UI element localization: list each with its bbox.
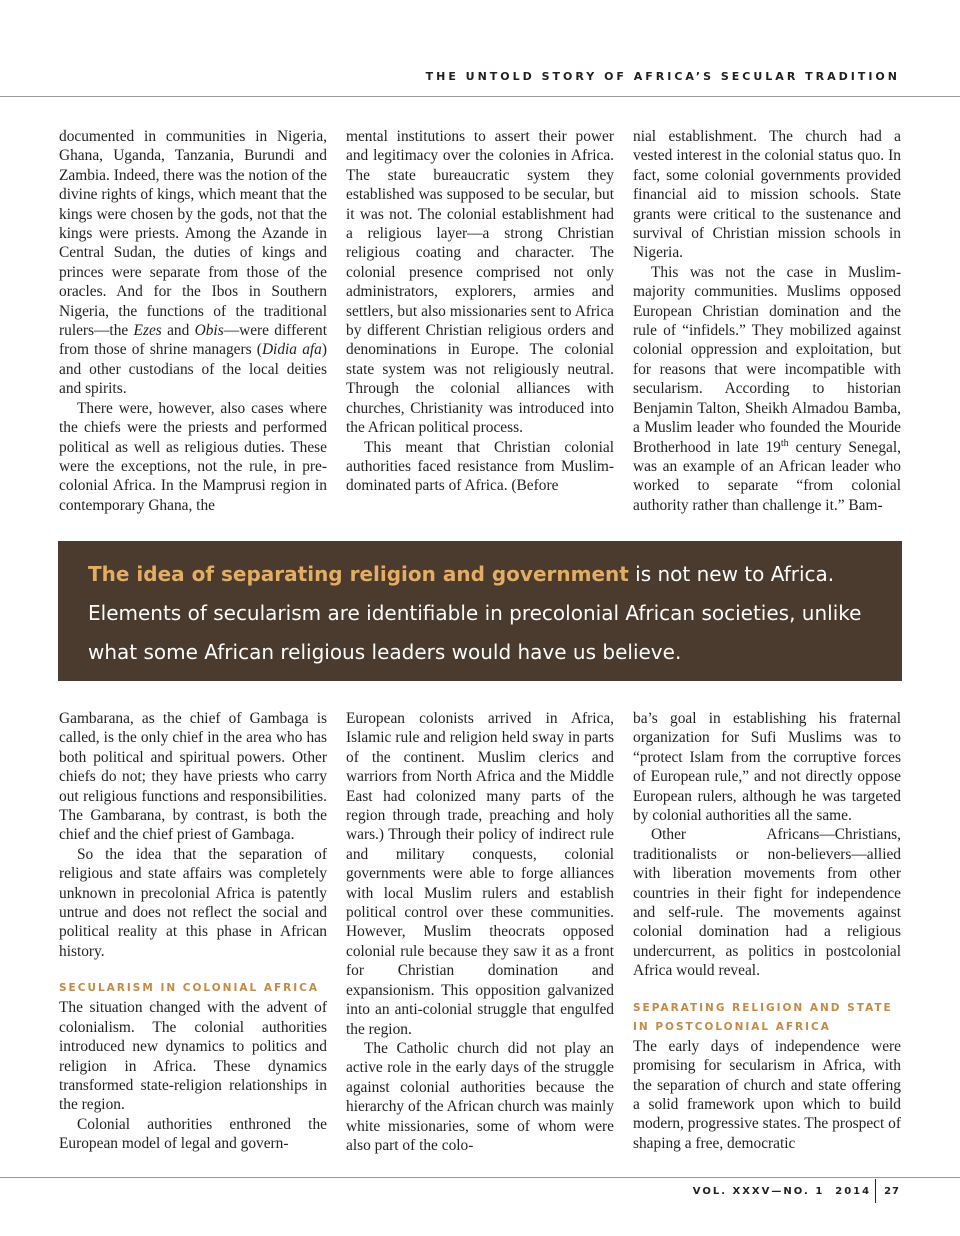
paragraph: European colonists arrived in Africa, Islamic rule and religion held sway in parts of the continent. Muslim clerics and warriors from North Africa and the Middle East had colonized many parts of the region through trade, preaching and holy wars.) Through their policy of indirect rule and military conquests, colonial governments were able to forge alliances with local Muslim rulers and establish political control over these communities. However, Muslim theocrats opposed colonial rule because they saw it as a front for Christian domination and expansionism. This opposition galvanized into an anti-colonial struggle that engulfed the region. xyxy=(346,710,614,1038)
paragraph xyxy=(59,127,327,399)
footer-rule xyxy=(0,1177,960,1178)
column-1-bottom xyxy=(59,709,327,1159)
section-subhead: SEPARATING RELIGION AND STATE IN POSTCOLONIAL AFRICA xyxy=(633,1001,893,1033)
paragraph: nial establishment. The church had a vested interest in the colonial status quo. In fact, some colonial governments provided financial aid to mission schools. State grants were critical to the sustenance and survival of Christian mission schools in Nigeria. xyxy=(633,128,901,262)
paragraph: The Catholic church did not play an active role in the early days of the struggle against colonial authorities because the hierarchy of the African church was mainly white missionaries, some of whom were also part of the colo- xyxy=(346,1039,614,1154)
column-2-top xyxy=(346,127,614,519)
pull-quote-text: is not new to Africa. Elements of secularism are identifiable in precolonial African societies, unlike what some African religious leaders would have us believe. xyxy=(88,562,862,664)
issue-label: VOL. XXXV—NO. 1 2014 xyxy=(692,1185,872,1197)
italic-term: Obis xyxy=(194,322,224,340)
running-head: THE UNTOLD STORY OF AFRICA’S SECULAR TRADITION xyxy=(425,70,900,83)
paragraph: Gambarana, as the chief of Gambaga is called, is the only chief in the area who has both political and spiritual powers. Other chiefs do not; they have priests who carry out religious functions and responsibilities. The Gambarana, by contrast, is both the chief and the chief priest of Gambaga. xyxy=(59,710,327,844)
text-run: century Senegal, was an example of an African leader who worked to separate “from colonial authority rather than challenge it.” Bam- xyxy=(633,438,901,514)
text-run: ) and other custodians of the local deities and spirits. xyxy=(59,341,327,398)
header-rule xyxy=(0,96,960,97)
text-run: This was not the case in Muslim-majority communities. Muslims opposed European Christian domination and the rule of “infidels.” They mobilized against colonial oppression and exploitation, but for reasons that were incompatible with secularism. According to historian Benjamin Talton, Sheikh Almadou Bamba, a Muslim leader who founded the Mouride Brotherhood in late 19 xyxy=(633,263,901,456)
text-run: —were different from those of shrine managers ( xyxy=(59,322,327,359)
folio-divider xyxy=(875,1179,876,1203)
text-run: documented in communities in Nigeria, Ghana, Uganda, Tanzania, Burundi and Zambia. Indeed, there was the notion of the divine rights of kings, which meant that the kings were chosen by the gods, not that the kings were priests. Among the Azande in Central Sudan, the duties of kings and princes were separate from those of the oracles. And for the Ibos in Southern Nigeria, the functions of the traditional rulers—the xyxy=(59,128,327,340)
paragraph: So the idea that the separation of religious and state affairs was completely unknown in precolonial Africa is patently untrue and does not reflect the social and political reality at this phase in African history. xyxy=(59,845,327,960)
paragraph xyxy=(633,263,901,515)
column-3-bottom xyxy=(633,709,901,1159)
paragraph: mental institutions to assert their power and legitimacy over the colonies in Africa. The state bureaucratic system they established was supposed to be secular, but it was not. The colonial establishment had a religious layer—a strong Christian religious coating and character. The colonial presence comprised not only administrators, explorers, armies and settlers, but also missionaries sent to Africa by different Christian religious orders and denominations in Europe. The colonial state system was not religiously neutral. Through the colonial alliances with churches, Christianity was introduced into the African political process. xyxy=(346,128,614,437)
italic-term: Didia afa xyxy=(261,341,322,359)
paragraph: The early days of independence were promising for secularism in Africa, with the separation of church and state offering a solid framework upon which to build modern, progressive states. The prospect of shaping a free, democratic xyxy=(633,1037,901,1152)
paragraph: ba’s goal in establishing his fraternal organization for Sufi Muslims was to “protect Islam from the corruptive forces of European rule,” and not directly oppose European rulers, although he was targeted by colonial authorities all the same. xyxy=(633,710,901,825)
column-2-bottom xyxy=(346,709,614,1159)
paragraph: Colonial authorities enthroned the European model of legal and govern- xyxy=(59,1115,327,1153)
paragraph: Other Africans—Christians, traditionalists or non-believers—allied with liberation movements from other countries in their fight for independence and self-rule. The movements against colonial domination had a religious undercurrent, as politics in postcolonial Africa would reveal. xyxy=(633,826,901,980)
paragraph: This meant that Christian colonial authorities faced resistance from Muslim-dominated parts of Africa. (Before xyxy=(346,438,614,495)
text-run: and xyxy=(161,322,195,340)
column-1-top xyxy=(59,127,327,519)
paragraph: The situation changed with the advent of colonialism. The colonial authorities introduced new dynamics to politics and religion in Africa. These dynamics transformed state-religion relationships in the region. xyxy=(59,999,327,1114)
page-number: 27 xyxy=(884,1185,900,1197)
folio xyxy=(693,1184,900,1198)
pull-quote-highlight: The idea of separating religion and government xyxy=(88,562,629,586)
superscript: th xyxy=(780,437,789,449)
section-subhead: SECULARISM IN COLONIAL AFRICA xyxy=(59,982,319,995)
pull-quote xyxy=(58,541,902,681)
column-3-top xyxy=(633,127,901,519)
italic-term: Ezes xyxy=(133,322,162,340)
paragraph: There were, however, also cases where the chiefs were the priests and performed political as well as religious duties. These were the exceptions, not the rule, in pre-colonial Africa. In the Mamprusi region in contemporary Ghana, the xyxy=(59,399,327,514)
